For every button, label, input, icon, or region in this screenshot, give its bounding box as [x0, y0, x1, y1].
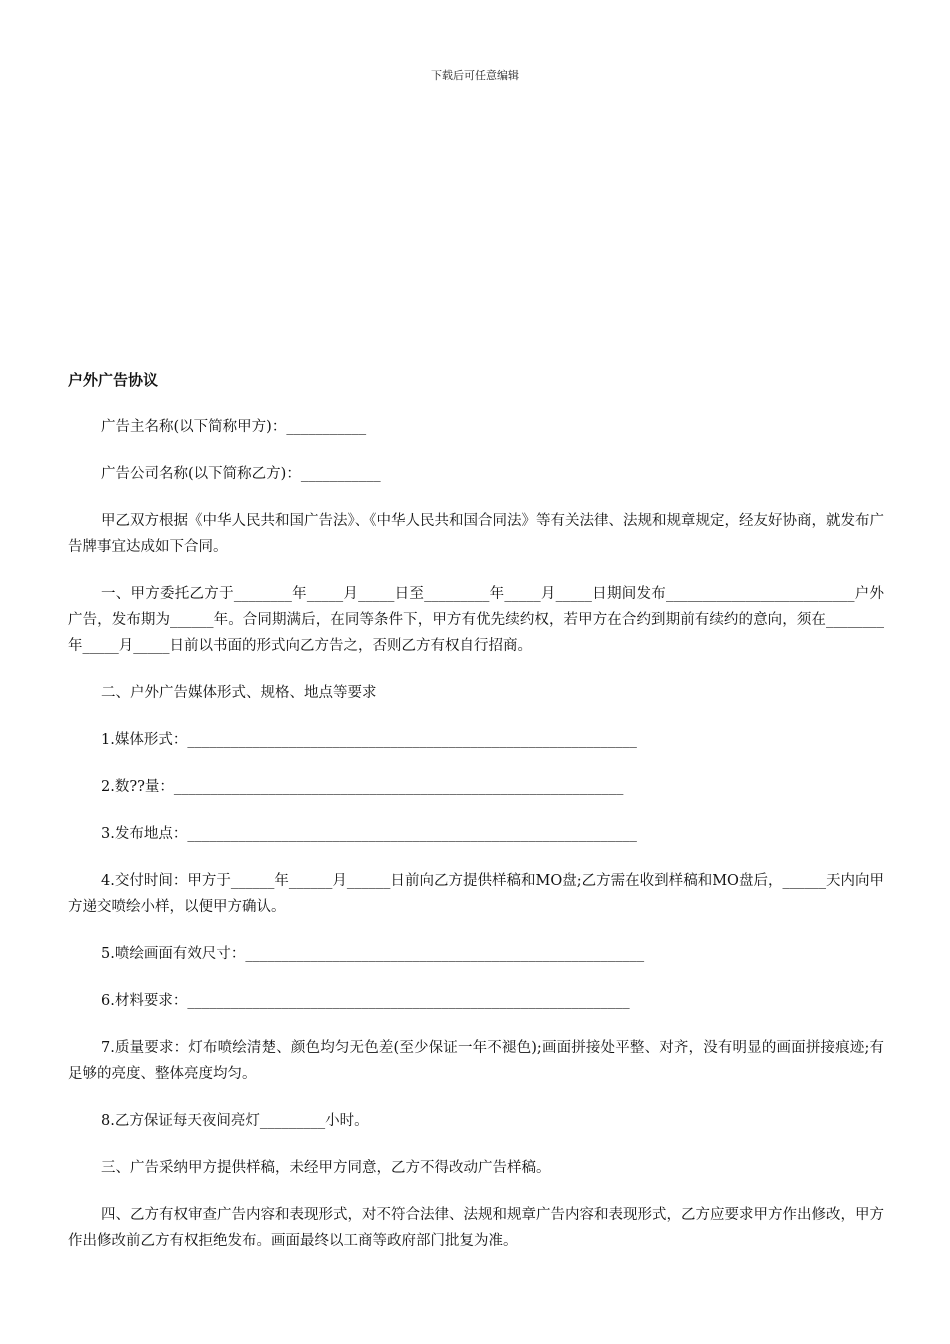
item-media-form: 1.媒体形式：______________________________________________________________	[101, 732, 637, 748]
document-body	[68, 368, 884, 1275]
item-quality: 7.质量要求：灯布喷绘清楚、颜色均匀无色差(至少保证一年不褪色);画面拼接处平整、对齐，没有明显的画面拼接痕迹;有足够的亮度、整体亮度均匀。	[68, 1040, 884, 1082]
clause-3-paragraph: 三、广告采纳甲方提供样稿，未经甲方同意，乙方不得改动广告样稿。	[101, 1160, 551, 1176]
item-quantity: 2.数??量：______________________________________________________________	[101, 779, 624, 795]
preamble-paragraph: 甲乙双方根据《中华人民共和国广告法》、《中华人民共和国合同法》等有关法律、法规和规章规定，经友好协商，就发布广告牌事宜达成如下合同。	[68, 513, 884, 555]
document-title: 户外广告协议	[68, 371, 159, 389]
clause-1-paragraph: 一、甲方委托乙方于________年_____月_____日至_________年_____月_____日期间发布__________________________户外广告，发布期为______年。合同期满后，在同等条件下，甲方有优先续约权，若甲方在合约到期前有续约的意向，须在________年_____月_____日前以书面的形式向乙方告之，否则乙方有权自行招商。	[68, 586, 884, 654]
clause-4-paragraph: 四、乙方有权审查广告内容和表现形式，对不符合法律、法规和规章广告内容和表现形式，乙方应要求甲方作出修改，甲方作出修改前乙方有权拒绝发布。画面最终以工商等政府部门批复为准。	[68, 1207, 884, 1249]
item-lighting: 8.乙方保证每天夜间亮灯_________小时。	[101, 1113, 369, 1129]
party-b-name-line: 广告公司名称(以下简称乙方)：___________	[101, 466, 381, 482]
header-note: 下载后可任意编辑	[431, 69, 519, 82]
clause-2-heading: 二、户外广告媒体形式、规格、地点等要求	[101, 685, 377, 701]
item-materials: 6.材料要求：_____________________________________________________________	[101, 993, 630, 1009]
item-print-size: 5.喷绘画面有效尺寸：_______________________________________________________	[101, 946, 645, 962]
item-delivery-time: 4.交付时间：甲方于______年______月______日前向乙方提供样稿和MO盘;乙方需在收到样稿和MO盘后，______天内向甲方递交喷绘小样，以便甲方确认。	[68, 873, 884, 915]
item-location: 3.发布地点：______________________________________________________________	[101, 826, 637, 842]
party-a-name-line: 广告主名称(以下简称甲方)：___________	[101, 419, 367, 435]
